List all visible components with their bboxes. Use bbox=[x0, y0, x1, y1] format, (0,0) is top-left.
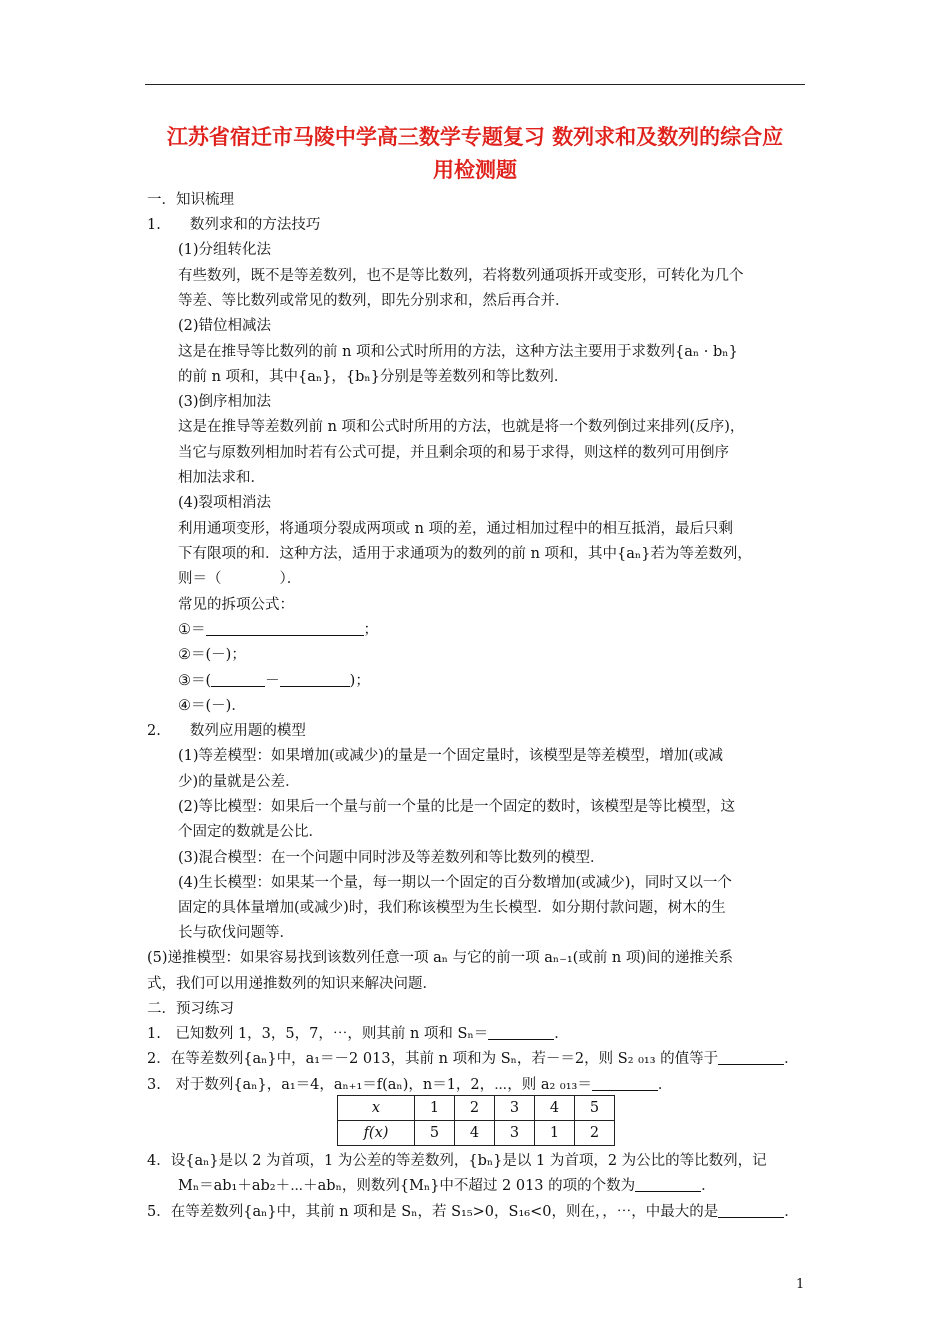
method-3-text-3: 相加法求和． bbox=[178, 470, 265, 486]
item-heading-1: 1. 数列求和的方法技巧 bbox=[147, 217, 321, 233]
method-4-text-1: 利用通项变形，将通项分裂成两项或 n 项的差，通过相加过程中的相互抵消，最后只剩 bbox=[178, 521, 734, 537]
method-3-text-1: 这是在推导等差数列前 n 项和公式时所用的方法，也就是将一个数列倒过来排列(反序)， bbox=[178, 419, 745, 435]
exercise-2: 2．在等差数列{aₙ}中，a₁＝－2 013，其前 n 项和为 Sₙ，若－＝2，则 S₂ ₀₁₃ 的值等于 ． bbox=[147, 1051, 799, 1067]
method-4-text-2: 下有限项的和．这种方法，适用于求通项为的数列的前 n 项和，其中{aₙ}若为等差数列， bbox=[178, 546, 752, 562]
table-cell: 4 bbox=[455, 1121, 495, 1146]
section-heading-1: 一．知识梳理 bbox=[147, 192, 234, 208]
table-cell: 2 bbox=[575, 1121, 615, 1146]
model-2-text-1: (2)等比模型：如果后一个量与前一个量的比是一个固定的数时，该模型是等比模型，这 bbox=[178, 799, 736, 815]
item-heading-2: 2. 数列应用题的模型 bbox=[147, 723, 306, 739]
table-cell: 3 bbox=[495, 1121, 535, 1146]
document-title bbox=[140, 120, 810, 186]
table-cell: 5 bbox=[575, 1096, 615, 1121]
split-formula-3: ③＝( － )； bbox=[178, 673, 370, 689]
model-3-text: (3)混合模型：在一个问题中同时涉及等差数列和等比数列的模型． bbox=[178, 850, 605, 866]
title-line-2: 用检测题 bbox=[433, 157, 517, 182]
table-cell: f(x) bbox=[338, 1121, 415, 1146]
exercise-1: 1. 已知数列 1，3，5，7，⋯，则其前 n 项和 Sₙ＝ ． bbox=[147, 1026, 569, 1042]
method-2-heading: (2)错位相减法 bbox=[178, 318, 272, 334]
model-1-text-2: 少)的量就是公差． bbox=[178, 774, 300, 790]
split-formula-2: ②＝(－)； bbox=[178, 647, 246, 663]
method-2-text-1: 这是在推导等比数列的前 n 项和公式时所用的方法，这种方法主要用于求数列{aₙ · bₙ} bbox=[178, 344, 738, 360]
model-5-text-2: 式，我们可以用递推数列的知识来解决问题． bbox=[147, 976, 437, 992]
method-4-text-3: 则＝（ ）． bbox=[178, 571, 302, 587]
exercise-3: 3. 对于数列{aₙ}，a₁＝4，aₙ₊₁＝f(aₙ)，n＝1，2，⋯，则 a₂ ₀₁₃＝ ． bbox=[147, 1077, 673, 1093]
exercise-4-line-2: Mₙ＝ab₁＋ab₂＋⋯＋abₙ，则数列{Mₙ}中不超过 2 013 的项的个数为 ． bbox=[178, 1178, 716, 1194]
method-3-heading: (3)倒序相加法 bbox=[178, 394, 272, 410]
table-cell: 2 bbox=[455, 1096, 495, 1121]
page-number: 1 bbox=[796, 1277, 805, 1292]
table-cell: 5 bbox=[415, 1121, 455, 1146]
method-1-heading: (1)分组转化法 bbox=[178, 242, 272, 258]
answer-blank bbox=[718, 1203, 784, 1218]
method-4-heading: (4)裂项相消法 bbox=[178, 495, 272, 511]
function-table bbox=[337, 1095, 615, 1146]
answer-blank bbox=[592, 1076, 658, 1091]
method-2-text-2: 的前 n 项和，其中{aₙ}，{bₙ}分别是等差数列和等比数列． bbox=[178, 369, 569, 385]
split-formula-1: ①＝ ； bbox=[178, 622, 378, 638]
answer-blank bbox=[211, 672, 265, 687]
answer-blank bbox=[635, 1177, 701, 1192]
method-3-text-2: 当它与原数列相加时若有公式可提，并且剩余项的和易于求得，则这样的数列可用倒序 bbox=[178, 445, 729, 461]
model-2-text-2: 个固定的数就是公比． bbox=[178, 824, 323, 840]
model-1-text-1: (1)等差模型：如果增加(或减少)的量是一个固定量时，该模型是等差模型，增加(或减 bbox=[178, 748, 724, 764]
table-cell: 3 bbox=[495, 1096, 535, 1121]
table-row bbox=[338, 1096, 615, 1121]
table-cell: 1 bbox=[535, 1121, 575, 1146]
model-4-text-1: (4)生长模型：如果某一个量，每一期以一个固定的百分数增加(或减少)，同时又以一个 bbox=[178, 875, 732, 891]
answer-blank bbox=[280, 672, 350, 687]
exercise-4-line-1: 4．设{aₙ}是以 2 为首项，1 为公差的等差数列，{bₙ}是以 1 为首项，2 为公比的等比数列，记 bbox=[147, 1153, 767, 1169]
method-1-text-1: 有些数列，既不是等差数列，也不是等比数列，若将数列通项拆开或变形，可转化为几个 bbox=[178, 268, 744, 284]
exercise-5: 5．在等差数列{aₙ}中，其前 n 项和是 Sₙ，若 S₁₅>0，S₁₆<0，则在，，⋯，中最大的是 ． bbox=[147, 1204, 799, 1220]
answer-blank bbox=[206, 621, 364, 636]
model-4-text-3: 长与砍伐问题等． bbox=[178, 925, 294, 941]
table-cell: 1 bbox=[415, 1096, 455, 1121]
split-formula-heading: 常见的拆项公式： bbox=[178, 597, 294, 613]
table-cell: 4 bbox=[535, 1096, 575, 1121]
split-formula-4: ④＝(－)． bbox=[178, 698, 246, 714]
model-5-text-1: (5)递推模型：如果容易找到该数列任意一项 aₙ 与它的前一项 aₙ₋₁(或前 n 项)间的递推关系 bbox=[147, 950, 734, 966]
header-rule bbox=[145, 84, 805, 85]
table-cell: x bbox=[338, 1096, 415, 1121]
model-4-text-2: 固定的具体量增加(或减少)时，我们称该模型为生长模型．如分期付款问题，树木的生 bbox=[178, 900, 726, 916]
method-1-text-2: 等差、等比数列或常见的数列，即先分别求和，然后再合并． bbox=[178, 293, 570, 309]
title-line-1: 江苏省宿迁市马陵中学高三数学专题复习 数列求和及数列的综合应 bbox=[166, 124, 784, 149]
table-row bbox=[338, 1121, 615, 1146]
section-heading-2: 二．预习练习 bbox=[147, 1001, 234, 1017]
answer-blank bbox=[488, 1025, 554, 1040]
answer-blank bbox=[718, 1050, 784, 1065]
